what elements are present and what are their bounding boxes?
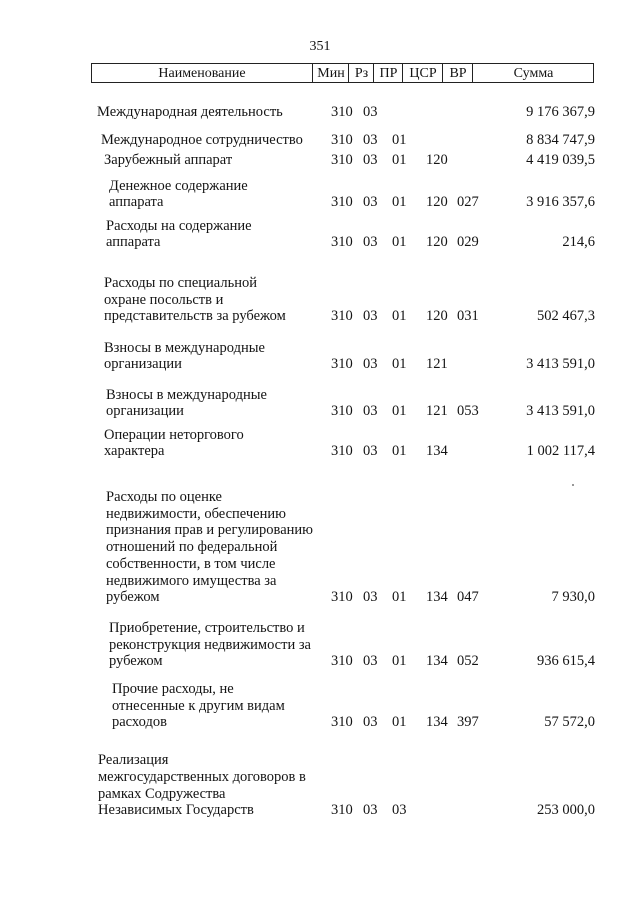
row-min: 310 [331, 802, 353, 819]
row-pr: 01 [392, 443, 407, 460]
row-rz: 03 [363, 802, 378, 819]
row-name-line: межгосударственных договоров в [98, 768, 306, 785]
row-name-line: Взносы в международные [104, 339, 265, 356]
row-name-line: Прочие расходы, не [112, 680, 234, 697]
row-rz: 03 [363, 234, 378, 251]
row-sum: 253 000,0 [537, 802, 595, 819]
row-sum: 9 176 367,9 [526, 104, 595, 121]
column-header-rz: Рз [348, 64, 374, 82]
row-pr: 01 [392, 132, 407, 149]
row-sum: 936 615,4 [537, 653, 595, 670]
row-min: 310 [331, 308, 353, 325]
row-name-line: реконструкция недвижимости за [109, 636, 311, 653]
row-sum: 8 834 747,9 [526, 132, 595, 149]
row-name [98, 752, 320, 819]
row-vr: 052 [457, 653, 479, 670]
row-rz: 03 [363, 308, 378, 325]
row-name-line: рамках Содружества [98, 785, 226, 802]
row-name-line: Реализация [98, 752, 169, 769]
row-vr: 029 [457, 234, 479, 251]
column-header-vr: ВР [442, 64, 473, 82]
row-rz: 03 [363, 132, 378, 149]
column-header-min: Мин [312, 64, 349, 82]
row-name-line: охране посольств и [104, 291, 224, 308]
row-pr: 01 [392, 589, 407, 606]
row-name-line: Международное сотрудничество [101, 132, 303, 149]
row-name-line: собственности, в том числе [106, 555, 276, 572]
row-sum: 3 413 591,0 [526, 403, 595, 420]
row-name-line: отношений по федеральной [106, 539, 278, 556]
row-vr: 027 [457, 194, 479, 211]
page-number: 351 [309, 39, 331, 54]
row-name-line: Операции неторгового [104, 426, 244, 443]
row-name-line: Расходы по специальной [104, 274, 257, 291]
row-name-line: характера [104, 443, 165, 460]
row-name-line: аппарата [106, 234, 161, 251]
column-header-name: Наименование [158, 66, 246, 81]
row-min: 310 [331, 104, 353, 121]
row-name-line: Международная деятельность [97, 104, 283, 121]
row-min: 310 [331, 152, 353, 169]
row-rz: 03 [363, 443, 378, 460]
row-rz: 03 [363, 152, 378, 169]
row-name-line: организации [104, 356, 182, 373]
row-sum: 4 419 039,5 [526, 152, 595, 169]
row-rz: 03 [363, 589, 378, 606]
row-csr: 134 [426, 714, 448, 731]
column-header-sum: Сумма [472, 64, 594, 82]
row-csr: 134 [426, 653, 448, 670]
row-pr: 01 [392, 356, 407, 373]
row-rz: 03 [363, 194, 378, 211]
row-pr: 01 [392, 234, 407, 251]
row-name-line: Приобретение, строительство и [109, 619, 305, 636]
row-pr: 03 [392, 802, 407, 819]
row-min: 310 [331, 234, 353, 251]
row-vr: 053 [457, 403, 479, 420]
row-csr: 120 [426, 308, 448, 325]
row-name-line: расходов [112, 714, 167, 731]
row-vr: 047 [457, 589, 479, 606]
row-name-line: Расходы по оценке [106, 489, 222, 506]
row-vr: 397 [457, 714, 479, 731]
row-csr: 134 [426, 589, 448, 606]
row-name-line: Денежное содержание [109, 177, 248, 194]
row-pr: 01 [392, 308, 407, 325]
row-min: 310 [331, 589, 353, 606]
row-rz: 03 [363, 356, 378, 373]
row-name-line: представительств за рубежом [104, 308, 286, 325]
row-min: 310 [331, 132, 353, 149]
row-sum: 502 467,3 [537, 308, 595, 325]
row-csr: 121 [426, 403, 448, 420]
row-name-line: организации [106, 403, 184, 420]
row-name-line: недвижимости, обеспечению [106, 505, 286, 522]
row-name-line: Расходы на содержание [106, 217, 252, 234]
row-vr: 031 [457, 308, 479, 325]
row-min: 310 [331, 714, 353, 731]
column-header-csr: ЦСР [402, 64, 443, 82]
row-pr: 01 [392, 194, 407, 211]
row-pr: 01 [392, 653, 407, 670]
row-name-line: недвижимого имущества за [106, 572, 277, 589]
row-min: 310 [331, 443, 353, 460]
row-name-line: рубежом [106, 589, 160, 606]
row-csr: 120 [426, 234, 448, 251]
row-pr: 01 [392, 403, 407, 420]
row-min: 310 [331, 403, 353, 420]
row-name-line: Зарубежный аппарат [104, 152, 233, 169]
row-name-line: рубежом [109, 653, 163, 670]
row-pr: 01 [392, 152, 407, 169]
row-min: 310 [331, 653, 353, 670]
scan-speck [572, 484, 574, 486]
row-csr: 120 [426, 152, 448, 169]
row-csr: 121 [426, 356, 448, 373]
row-sum: 3 916 357,6 [526, 194, 595, 211]
row-min: 310 [331, 356, 353, 373]
row-rz: 03 [363, 104, 378, 121]
row-rz: 03 [363, 403, 378, 420]
row-min: 310 [331, 194, 353, 211]
row-sum: 1 002 117,4 [526, 443, 595, 460]
row-rz: 03 [363, 714, 378, 731]
row-sum: 57 572,0 [544, 714, 595, 731]
row-name-line: Независимых Государств [98, 802, 254, 819]
row-csr: 120 [426, 194, 448, 211]
column-header-pr: ПР [373, 64, 403, 82]
row-pr: 01 [392, 714, 407, 731]
row-sum: 214,6 [562, 234, 595, 251]
row-sum: 3 413 591,0 [526, 356, 595, 373]
row-csr: 134 [426, 443, 448, 460]
row-name-line: признания прав и регулированию [106, 522, 313, 539]
row-rz: 03 [363, 653, 378, 670]
row-name-line: Взносы в международные [106, 386, 267, 403]
row-name-line: аппарата [109, 194, 164, 211]
row-sum: 7 930,0 [551, 589, 595, 606]
row-name-line: отнесенные к другим видам [112, 697, 285, 714]
